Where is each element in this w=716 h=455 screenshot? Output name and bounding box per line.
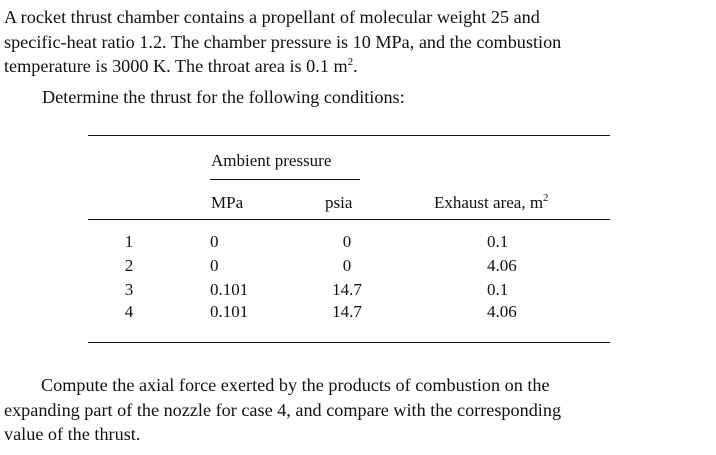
table-header-rule — [88, 219, 610, 220]
cell-mpa: 0.101 — [210, 280, 249, 299]
cell-mpa: 0.101 — [210, 302, 249, 321]
cell-exhaust-area: 0.1 — [487, 232, 509, 251]
cell-psia: 0 — [342, 256, 352, 275]
ambient-header-rule — [210, 179, 360, 180]
cell-mpa: 0 — [210, 256, 219, 275]
header-exhaust-area: Exhaust area, $m^2$ — [434, 192, 549, 212]
table-bottom-rule — [88, 342, 610, 343]
header-psia: psia — [325, 193, 353, 212]
table-top-rule — [88, 135, 610, 136]
outro-line-1: Compute the axial force exerted by the products of combustion on the — [41, 375, 550, 395]
row-number: 3 — [124, 280, 134, 299]
superscript-2: 2 — [347, 56, 354, 68]
intro-line-1: A rocket thrust chamber contains a propellant of molecular weight 25 and — [4, 7, 540, 27]
cell-mpa: 0 — [210, 232, 219, 251]
cell-psia: 14.7 — [332, 280, 362, 299]
header-mpa: MPa — [211, 193, 244, 212]
task-instruction: Determine the thrust for the following conditions: — [42, 87, 405, 107]
intro-line-3: temperature is 3000 K. The throat area is 0.1 $m^2$. — [4, 56, 358, 76]
problem-statement — [4, 5, 704, 79]
row-number: 4 — [124, 302, 134, 321]
outro-line-2: expanding part of the nozzle for case 4, and compare with the corresponding — [4, 399, 562, 420]
cell-exhaust-area: 4.06 — [487, 256, 517, 275]
follow-up-question — [4, 373, 704, 447]
cell-psia: 0 — [342, 232, 352, 251]
row-number: 1 — [124, 232, 134, 251]
cell-psia: 14.7 — [332, 302, 362, 321]
header-ambient-pressure: Ambient pressure — [211, 151, 332, 170]
intro-line-2: specific-heat ratio 1.2. The chamber pressure is 10 MPa, and the combustion — [4, 31, 562, 52]
cell-exhaust-area: 0.1 — [487, 280, 509, 299]
row-number: 2 — [124, 256, 134, 275]
outro-line-3: value of the thrust. — [4, 424, 141, 444]
cell-exhaust-area: 4.06 — [487, 302, 517, 321]
